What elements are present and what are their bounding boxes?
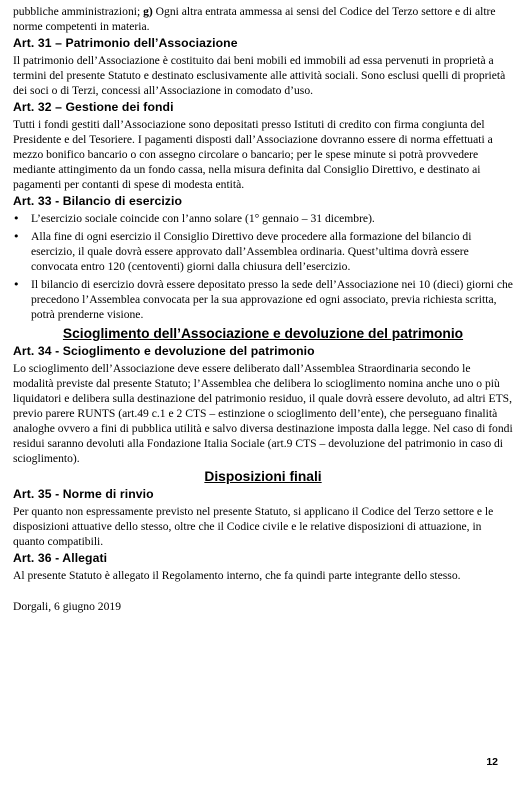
- art33-item-text: Alla fine di ogni esercizio il Consiglio Direttivo deve procedere alla formazione del bilancio di esercizio, il quale dovrà essere approvato dall’Assemblea ordinaria. Quest’ultima dovrà essere convocata entro 120 (centoventi) giorni dalla chiusura dell’esercizio.: [31, 230, 472, 273]
- section-title-scioglimento: Scioglimento dell’Associazione e devoluzione del patrimonio: [62, 326, 464, 341]
- art35-paragraph: Per quanto non espressamente previsto nel presente Statuto, si applicano il Codice del Terzo settore e le disposizioni attuative dello stesso, oltre che il Codice civile e le relative disposizioni di attuazione, in quanto compatibili.: [13, 505, 494, 548]
- art33-item-text: L’esercizio sociale coincide con l’anno solare (1° gennaio – 31 dicembre).: [31, 212, 375, 225]
- art31-heading: Art. 31 – Patrimonio dell’Associazione: [13, 36, 238, 50]
- bullet-icon: •: [13, 278, 20, 291]
- art36-paragraph: Al presente Statuto è allegato il Regolamento interno, che fa quindi parte integrante dello stesso.: [13, 569, 461, 582]
- art31-paragraph: Il patrimonio dell’Associazione è costituito dai beni mobili ed immobili ad essa pervenuti in proprietà a termini del presente Statuto e destinato esclusivamente alle attività sociali. Sono esclusi quelli di proprietà dei soci o di Terzi, concessi all’Associazione in comodato d’uso.: [13, 54, 506, 97]
- art36-heading: Art. 36 - Allegati: [13, 551, 108, 565]
- intro-paragraph: [13, 4, 513, 34]
- art33-bullet-list: [13, 211, 513, 322]
- art33-list-item: [13, 229, 513, 274]
- intro-text-end: Ogni altra entrata ammessa ai sensi del Codice del Terzo settore e di altre norme competenti in materia.: [13, 5, 496, 33]
- art33-list-item: [13, 211, 513, 226]
- art32-paragraph: Tutti i fondi gestiti dall’Associazione sono depositati presso Istituti di credito con firma congiunta del Presidente e del Tesoriere. I pagamenti disposti dall’Associazione dovranno essere di norma effettuati a mezzo bonifico bancario o con assegno circolare o bancario; per le spese minute si potrà provvedere mediante attingimento da un fondo cassa, nella misura definita dal Consiglio Direttivo, e destinato ai pagamenti per contanti di spese di modesta entità.: [13, 118, 493, 191]
- bullet-icon: •: [13, 230, 20, 243]
- intro-text-start: pubbliche amministrazioni;: [13, 5, 144, 18]
- bullet-icon: •: [13, 212, 20, 225]
- intro-bold-letter: g): [143, 5, 153, 18]
- art34-heading: Art. 34 - Scioglimento e devoluzione del patrimonio: [13, 344, 315, 358]
- document-body: [13, 4, 513, 614]
- art32-heading: Art. 32 – Gestione dei fondi: [13, 100, 174, 114]
- page-number: 12: [486, 756, 498, 768]
- art33-item-text: Il bilancio di esercizio dovrà essere depositato presso la sede dell’Associazione nei 10 (dieci) giorni che precedono l’Assemblea convocata per la sua approvazione ed ogni associato, previa richiesta scritta, potrà prenderne visione.: [31, 278, 513, 321]
- section-title-disposizioni-finali: Disposizioni finali: [204, 469, 322, 484]
- place-date: Dorgali, 6 giugno 2019: [13, 600, 121, 613]
- art35-heading: Art. 35 - Norme di rinvio: [13, 487, 154, 501]
- art34-paragraph: Lo scioglimento dell’Associazione deve essere deliberato dall’Assemblea Straordinaria secondo le modalità previste dal presente Statuto; l’Assemblea che delibera lo scioglimento nomina anche uno o più liquidatori e delibera sulla destinazione del patrimonio residuo, il quale dovrà essere devoluto, ad altri ETS, previo parere RUNTS (art.49 c.1 e 2 CTS – estinzione o scioglimento dell’ente), che perseguano finalità analoghe ovvero a fini di pubblica utilità e salvo diversa destinazione imposta dalla legge. Nel caso di fondi residui saranno devoluti alla Fondazione Italia Sociale (art.9 CTS – devoluzione del patrimonio in caso di scioglimento).: [13, 362, 513, 465]
- art33-list-item: [13, 277, 513, 322]
- art33-heading: Art. 33 - Bilancio di esercizio: [13, 194, 183, 208]
